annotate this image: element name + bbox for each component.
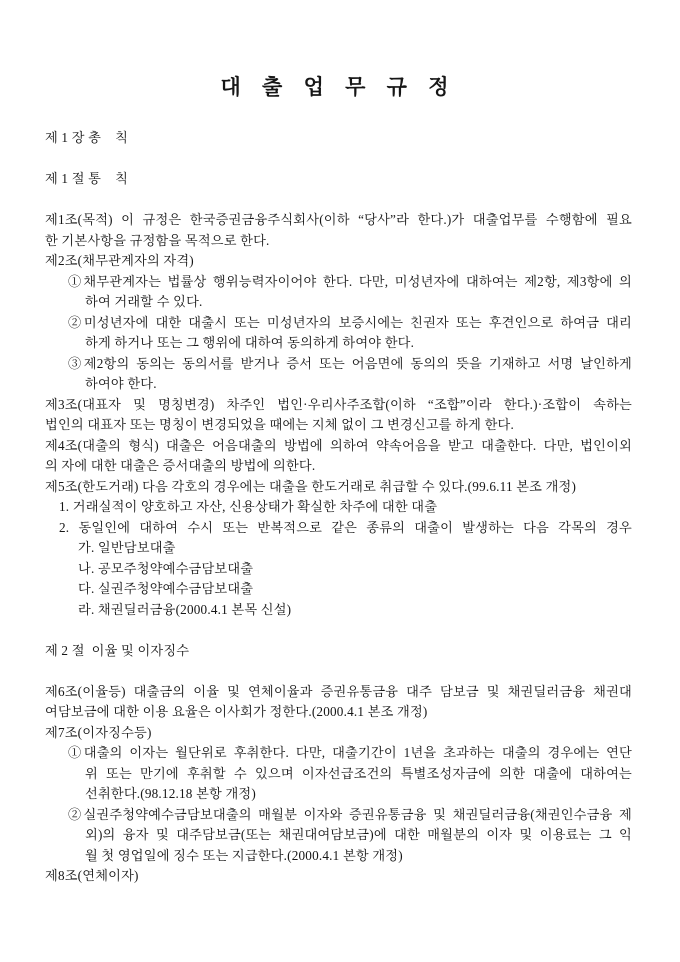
- blank-line: [45, 190, 632, 211]
- text-line: 하게 하거나 또는 그 행위에 대하여 동의하게 하여야 한다.: [85, 335, 415, 350]
- text-line: 외)의 융자 및 대주담보금(또는 채권대여담보금)에 대한 매월분의 이자 및 이용료는 그 익: [85, 827, 632, 842]
- blank-line: [45, 661, 632, 682]
- text-line: 제3조(대표자 및 명칭변경) 차주인 법인·우리사주조합(이하 “조합”이라 한다.)·조합이 속하는: [45, 396, 632, 412]
- text-line: 하여야 한다.: [85, 376, 157, 391]
- text-line: 제5조(한도거래) 다음 각호의 경우에는 대출을 한도거래로 취급할 수 있다.(99.6.11 본조 개정): [45, 478, 577, 494]
- text-line: 제1조(목적) 이 규정은 한국증권금융주식회사(이하 “당사”라 한다.)가 대출업무를 수행함에 필요: [45, 212, 632, 227]
- text-line: 의 자에 대한 대출은 증서대출의 방법에 의한다.: [45, 458, 316, 473]
- text-line: 제 2 절 이율 및 이자징수: [45, 642, 190, 658]
- text-line: 선취한다.(98.12.18 본항 개정): [85, 786, 256, 801]
- text-line: 위 또는 만기에 후취할 수 있으며 이자선급조건의 특별조성자금에 의한 대출에 대하여는: [85, 765, 632, 781]
- text-line: ②미성년자에 대한 대출시 또는 미성년자의 보증시에는 친권자 또는 후견인으로 하여금 대리: [68, 314, 632, 330]
- text-line: 제7조(이자징수등): [45, 724, 152, 740]
- text-line: 월 첫 영업일에 징수 또는 지급한다.(2000.4.1 본항 개정): [85, 847, 403, 863]
- text-line: 제6조(이율등) 대출금의 이율 및 연체이율과 증권유통금융 대주 담보금 및 채권딜러금융 채권대: [45, 683, 632, 699]
- text-line: 법인의 대표자 또는 명칭이 변경되었을 때에는 지체 없이 그 변경신고를 하게 한다.: [45, 417, 514, 432]
- text-line: ①채무관계자는 법률상 행위능력자이어야 한다. 다만, 미성년자에 대하여는 제2항, 제3항에 의: [68, 273, 632, 289]
- text-line: 제2조(채무관계자의 자격): [45, 253, 194, 268]
- blank-line: [45, 149, 632, 170]
- text-line: 2. 동일인에 대하여 수시 또는 반복적으로 같은 종류의 대출이 발생하는 다음 각목의 경우: [59, 519, 632, 535]
- text-line: 제 1 절 통 칙: [45, 171, 129, 186]
- text-line: 라. 채권딜러금융(2000.4.1 본목 신설): [78, 601, 292, 617]
- document-title: 대 출 업 무 규 정: [220, 75, 457, 99]
- text-line: 나. 공모주청약예수금담보대출: [78, 560, 254, 576]
- text-line: 여담보금에 대한 이용 요율은 이사회가 정한다.(2000.4.1 본조 개정): [45, 704, 428, 719]
- text-line: 1. 거래실적이 양호하고 자산, 신용상태가 확실한 차주에 대한 대출: [59, 499, 438, 514]
- text-line: 제4조(대출의 형식) 대출은 어음대출의 방법에 의하여 약속어음을 받고 대출한다. 다만, 법인이외: [45, 437, 632, 453]
- text-line: 다. 실권주청약예수금담보대출: [78, 581, 254, 596]
- text-line: 제8조(연체이자): [45, 868, 139, 883]
- text-line: ①대출의 이자는 월단위로 후취한다. 다만, 대출기간이 1년을 초과하는 대출의 경우에는 연단: [68, 745, 632, 760]
- text-line: 제 1 장 총 칙: [45, 130, 129, 145]
- text-line: 하여 거래할 수 있다.: [85, 294, 203, 309]
- text-line: ③제2항의 동의는 동의서를 받거나 증서 또는 어음면에 동의의 뜻을 기재하고 서명 날인하게: [68, 355, 632, 371]
- text-line: ②실권주청약예수금담보대출의 매월분 이자와 증권유통금융 및 채권딜러금융(채권인수금융 제: [68, 806, 632, 822]
- text-line: 한 기본사항을 규정함을 목적으로 한다.: [45, 232, 270, 248]
- blank-line: [45, 620, 632, 641]
- document-body: [45, 128, 632, 887]
- text-line: 가. 일반담보대출: [78, 540, 176, 555]
